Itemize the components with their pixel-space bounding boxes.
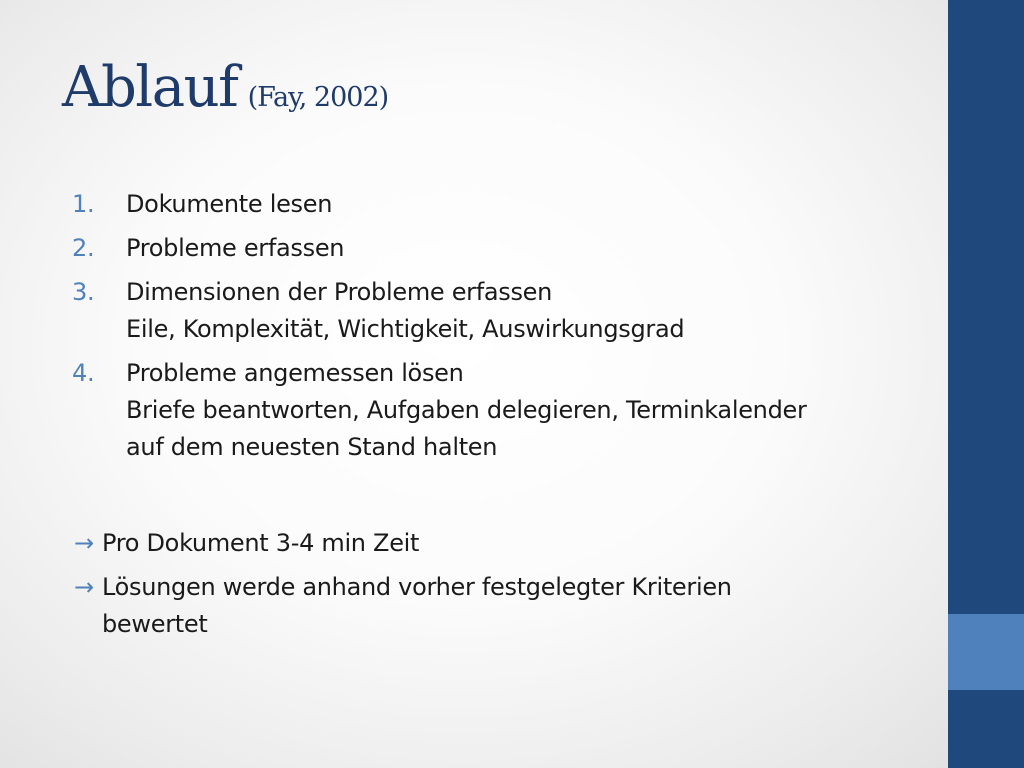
step-number: 2. [72, 234, 95, 262]
slide-title [62, 55, 389, 120]
list-item [72, 355, 932, 466]
title-citation: (Fay, 2002) [247, 82, 389, 113]
step-detail: auf dem neuesten Stand halten [126, 433, 498, 461]
note-text: Pro Dokument 3-4 min Zeit [102, 529, 420, 557]
list-item [72, 230, 932, 267]
step-text: Dimensionen der Probleme erfassen [126, 278, 553, 306]
step-number: 1. [72, 190, 95, 218]
step-number: 3. [72, 278, 95, 306]
step-text: Probleme angemessen lösen [126, 359, 464, 387]
list-item [72, 569, 932, 643]
notes-list [72, 525, 932, 650]
list-item [72, 186, 932, 223]
step-detail: Eile, Komplexität, Wichtigkeit, Auswirkungsgrad [126, 315, 685, 343]
arrow-right-icon: → [74, 573, 94, 601]
sidebar-accent-block [948, 614, 1024, 690]
steps-list [72, 186, 932, 473]
step-text: Dokumente lesen [126, 190, 333, 218]
list-item [72, 525, 932, 562]
title-main: Ablauf [62, 55, 238, 120]
step-text: Probleme erfassen [126, 234, 345, 262]
list-item [72, 274, 932, 348]
step-number: 4. [72, 359, 95, 387]
note-text: Lösungen werde anhand vorher festgelegter Kriterien [102, 573, 732, 601]
arrow-right-icon: → [74, 529, 94, 557]
note-text-continued: bewertet [102, 610, 208, 638]
step-detail: Briefe beantworten, Aufgaben delegieren, Terminkalender [126, 396, 807, 424]
